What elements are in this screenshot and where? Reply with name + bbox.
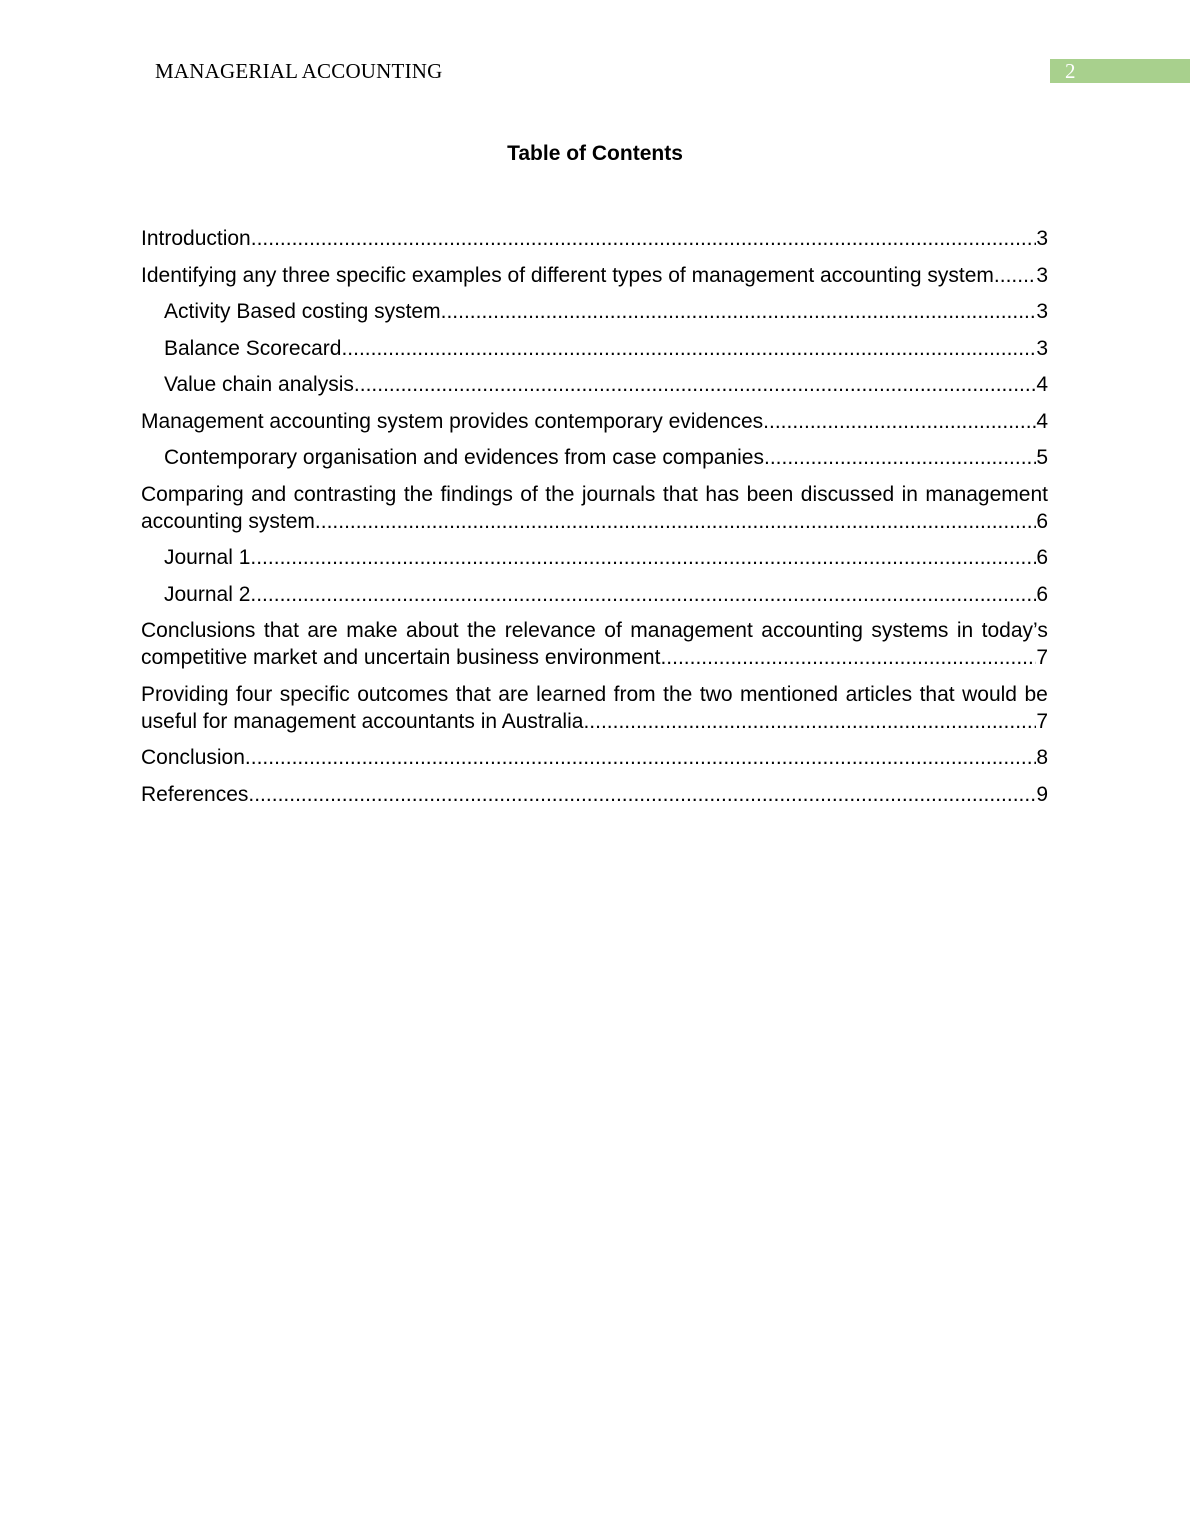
toc-dot-leader — [994, 262, 1036, 289]
toc-entry-page-number: 3 — [1036, 336, 1048, 360]
toc-entry-text-line: Providing four specific outcomes that are learned from the two mentioned articles that would be — [141, 682, 1048, 706]
toc-entry-label: useful for management accountants in Australia — [141, 709, 584, 733]
toc-dot-leader — [315, 508, 1036, 535]
toc-entry-label: accounting system — [141, 509, 315, 533]
toc-entry-row — [141, 262, 1048, 289]
toc-dot-leader — [248, 781, 1036, 808]
toc-dot-leader — [250, 581, 1036, 608]
toc-entry-page-number: 6 — [1036, 582, 1048, 606]
page-number: 2 — [1065, 59, 1076, 83]
running-header-title: MANAGERIAL ACCOUNTING — [155, 59, 443, 83]
toc-entry-label: Contemporary organisation and evidences from case companies — [164, 446, 764, 469]
toc-entry[interactable] — [164, 298, 1048, 325]
toc-entry-row — [164, 371, 1048, 398]
table-of-contents — [141, 225, 1048, 817]
toc-entry[interactable] — [141, 408, 1048, 435]
toc-entry-page-number: 5 — [1036, 446, 1048, 469]
toc-dot-leader — [441, 298, 1037, 325]
toc-entry-page-number: 4 — [1036, 409, 1048, 433]
toc-entry-row — [164, 335, 1048, 362]
toc-entry[interactable] — [164, 581, 1048, 608]
toc-entry-row — [141, 408, 1048, 435]
toc-entry-label: References — [141, 782, 249, 806]
toc-entry-label: Balance Scorecard — [164, 336, 342, 360]
toc-entry-list — [141, 225, 1048, 808]
toc-entry-page-number: 4 — [1036, 373, 1048, 396]
toc-entry-label: Value chain analysis — [164, 373, 354, 396]
toc-entry-page-number: 7 — [1036, 709, 1048, 733]
toc-dot-leader — [341, 335, 1036, 362]
toc-entry-label: Identifying any three specific examples of different types of management accounting system — [141, 263, 994, 287]
page-number-badge — [1050, 59, 1190, 83]
toc-dot-leader — [245, 744, 1036, 771]
toc-dot-leader — [251, 225, 1037, 252]
toc-entry-page-number: 9 — [1036, 782, 1048, 806]
toc-entry-row — [141, 744, 1048, 771]
toc-entry-row — [164, 444, 1048, 471]
toc-entry-page-number: 7 — [1036, 646, 1048, 669]
toc-entry-page-number: 3 — [1036, 227, 1048, 250]
toc-entry[interactable] — [164, 444, 1048, 471]
toc-entry-page-number: 8 — [1036, 746, 1048, 769]
toc-entry[interactable] — [141, 681, 1048, 735]
toc-entry-label: Journal 1 — [164, 546, 251, 569]
toc-entry-label: Management accounting system provides contemporary evidences — [141, 409, 764, 433]
toc-entry[interactable] — [141, 744, 1048, 771]
toc-entry[interactable] — [164, 544, 1048, 571]
toc-entry-row — [141, 708, 1048, 735]
toc-dot-leader — [764, 444, 1036, 471]
toc-entry-row — [164, 298, 1048, 325]
toc-entry-page-number: 3 — [1036, 263, 1048, 287]
toc-entry[interactable] — [141, 262, 1048, 289]
toc-entry-label: competitive market and uncertain business environment — [141, 646, 661, 669]
toc-entry-label: Activity Based costing system — [164, 300, 441, 323]
toc-entry-page-number: 3 — [1036, 300, 1048, 323]
toc-entry[interactable] — [164, 371, 1048, 398]
toc-entry-row — [141, 781, 1048, 808]
toc-entry-text-line: Conclusions that are make about the relevance of management accounting systems in today’s — [141, 619, 1048, 642]
toc-entry-row — [141, 644, 1048, 671]
toc-entry-row — [141, 508, 1048, 535]
toc-entry-text-line: Comparing and contrasting the findings of the journals that has been discussed in management — [141, 482, 1048, 506]
toc-entry[interactable] — [141, 781, 1048, 808]
toc-entry-row — [164, 581, 1048, 608]
toc-entry-label: Introduction — [141, 227, 251, 250]
toc-dot-leader — [583, 708, 1036, 735]
toc-entry-label: Journal 2 — [164, 582, 251, 606]
toc-heading: Table of Contents — [507, 142, 683, 165]
toc-entry-page-number: 6 — [1036, 546, 1048, 569]
toc-entry-page-number: 6 — [1036, 509, 1048, 533]
toc-entry[interactable] — [141, 617, 1048, 671]
toc-entry-label: Conclusion — [141, 746, 245, 769]
toc-dot-leader — [354, 371, 1036, 398]
toc-dot-leader — [763, 408, 1036, 435]
toc-dot-leader — [250, 544, 1036, 571]
toc-dot-leader — [660, 644, 1036, 671]
toc-entry[interactable] — [164, 335, 1048, 362]
toc-entry-row — [141, 225, 1048, 252]
toc-entry[interactable] — [141, 225, 1048, 252]
toc-entry[interactable] — [141, 481, 1048, 535]
toc-entry-row — [164, 544, 1048, 571]
